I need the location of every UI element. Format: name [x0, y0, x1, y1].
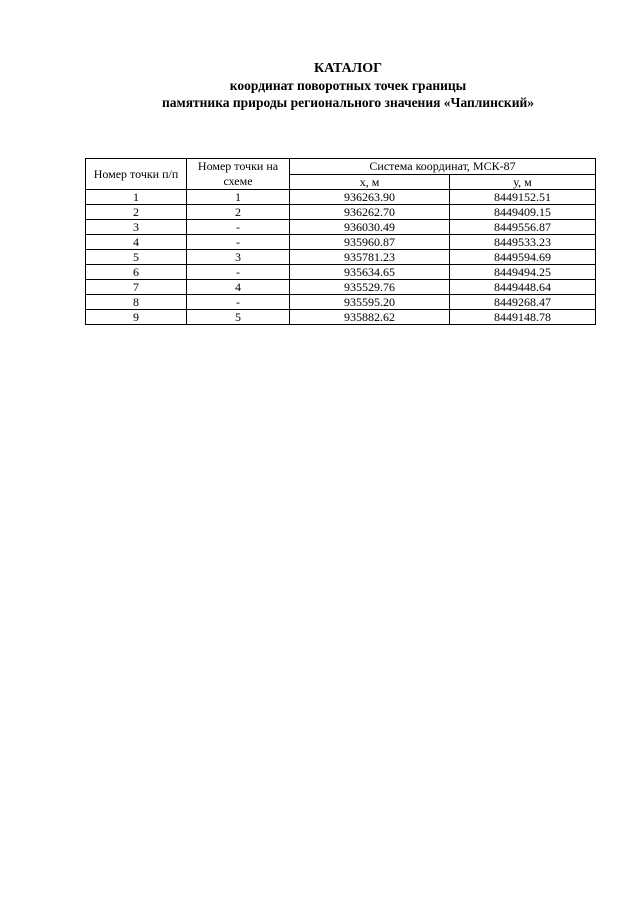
- cell-scheme-number: -: [187, 235, 290, 250]
- cell-y: 8449533.23: [450, 235, 596, 250]
- cell-point-number: 9: [86, 310, 187, 325]
- cell-scheme-number: 4: [187, 280, 290, 295]
- table-row: [86, 205, 596, 220]
- header-coordinate-system: Система координат, МСК-87: [290, 159, 596, 175]
- header-x: х, м: [290, 174, 450, 190]
- cell-x: 935960.87: [290, 235, 450, 250]
- cell-x: 935595.20: [290, 295, 450, 310]
- coordinates-table: [85, 158, 596, 325]
- cell-x: 936030.49: [290, 220, 450, 235]
- table-body: [86, 190, 596, 325]
- cell-x: 935781.23: [290, 250, 450, 265]
- cell-y: 8449448.64: [450, 280, 596, 295]
- cell-x: 935634.65: [290, 265, 450, 280]
- cell-scheme-number: -: [187, 295, 290, 310]
- cell-y: 8449409.15: [450, 205, 596, 220]
- cell-x: 936263.90: [290, 190, 450, 205]
- catalog-title: КАТАЛОГ: [313, 61, 382, 76]
- table-row: [86, 250, 596, 265]
- catalog-subtitle-line-1: координат поворотных точек границы: [229, 78, 467, 93]
- table-row: [86, 280, 596, 295]
- cell-scheme-number: -: [187, 220, 290, 235]
- header-scheme-number: Номер точки на схеме: [187, 159, 290, 190]
- cell-scheme-number: 5: [187, 310, 290, 325]
- table-row: [86, 235, 596, 250]
- cell-point-number: 8: [86, 295, 187, 310]
- header-y: у, м: [450, 174, 596, 190]
- cell-y: 8449268.47: [450, 295, 596, 310]
- title-block: [0, 60, 640, 111]
- header-point-number: Номер точки п/п: [86, 159, 187, 190]
- cell-point-number: 5: [86, 250, 187, 265]
- cell-y: 8449494.25: [450, 265, 596, 280]
- cell-point-number: 2: [86, 205, 187, 220]
- cell-point-number: 6: [86, 265, 187, 280]
- cell-point-number: 7: [86, 280, 187, 295]
- cell-x: 935882.62: [290, 310, 450, 325]
- cell-x: 935529.76: [290, 280, 450, 295]
- cell-y: 8449556.87: [450, 220, 596, 235]
- table-row: [86, 310, 596, 325]
- cell-point-number: 3: [86, 220, 187, 235]
- cell-scheme-number: 1: [187, 190, 290, 205]
- table-row: [86, 220, 596, 235]
- cell-scheme-number: -: [187, 265, 290, 280]
- catalog-subtitle-line-2: памятника природы регионального значения «Чаплинский»: [161, 95, 535, 110]
- cell-scheme-number: 3: [187, 250, 290, 265]
- table-row: [86, 190, 596, 205]
- table-row: [86, 265, 596, 280]
- cell-y: 8449594.69: [450, 250, 596, 265]
- cell-point-number: 4: [86, 235, 187, 250]
- cell-y: 8449152.51: [450, 190, 596, 205]
- cell-point-number: 1: [86, 190, 187, 205]
- cell-y: 8449148.78: [450, 310, 596, 325]
- table-row: [86, 295, 596, 310]
- cell-scheme-number: 2: [187, 205, 290, 220]
- cell-x: 936262.70: [290, 205, 450, 220]
